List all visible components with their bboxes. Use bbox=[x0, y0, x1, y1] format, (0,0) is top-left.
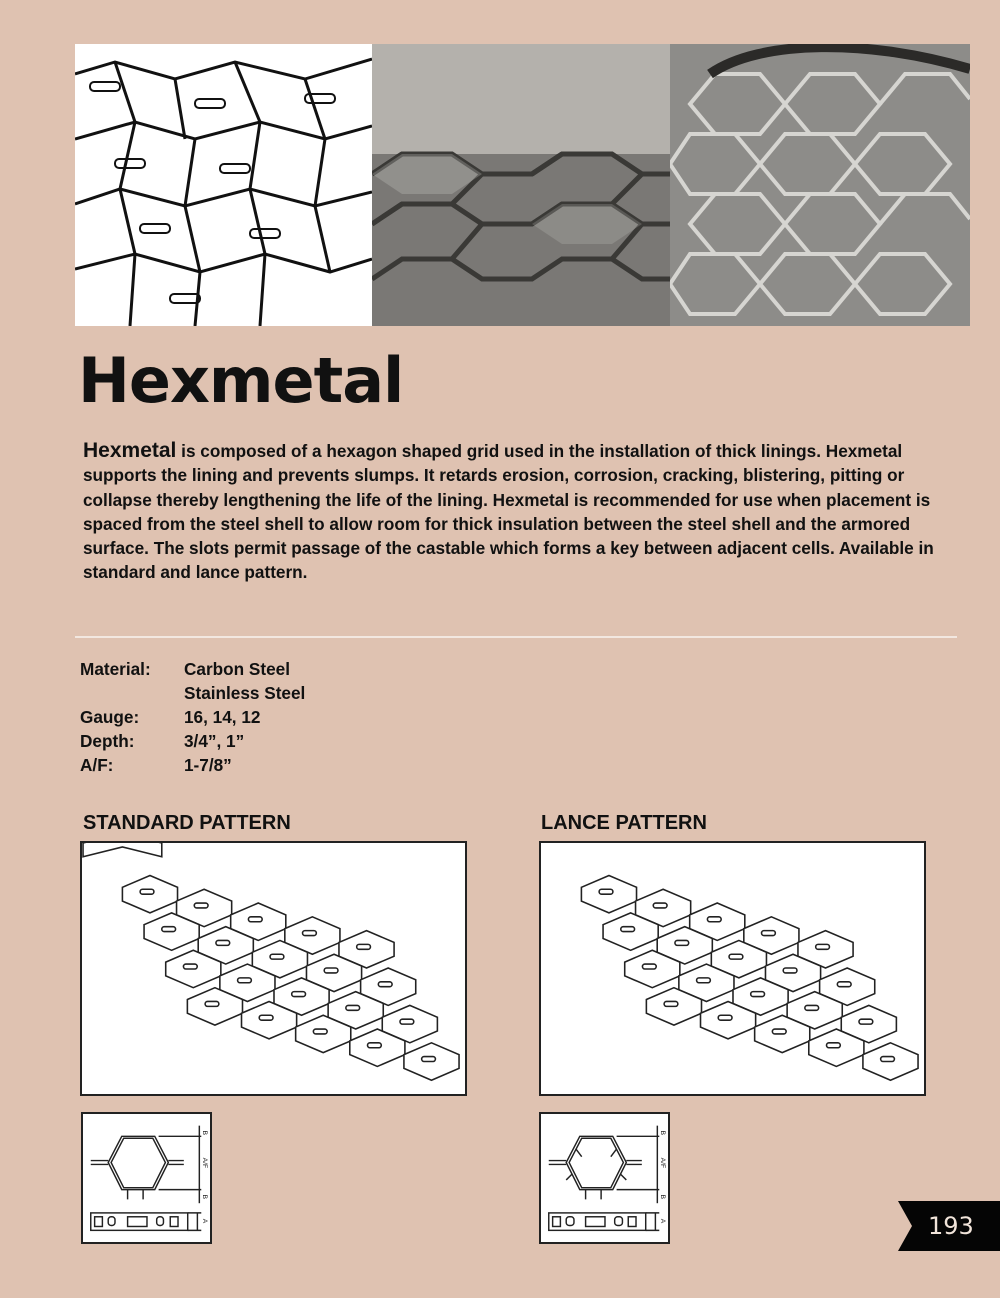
hexmetal-closeup-photo bbox=[670, 44, 970, 326]
dim-label-a: A bbox=[659, 1218, 667, 1224]
spec-value: Carbon Steel bbox=[184, 659, 291, 679]
lance-pattern-drawing bbox=[539, 841, 926, 1096]
hexmetal-installed-photo bbox=[372, 44, 670, 326]
spec-value: Stainless Steel bbox=[184, 683, 306, 703]
standard-dimension-detail bbox=[81, 1112, 212, 1244]
spec-row-material-2 bbox=[80, 681, 305, 705]
spec-label bbox=[80, 681, 184, 705]
description-body: is composed of a hexagon shaped grid used in the installation of thick linings. Hexmetal supports the lining and prevents slumps. It retards erosion, corrosion, cracking, blistering, pitting or collapse thereby lengthening the life of the lining. Hexmetal is recommended for use when placement is spaced from the steel shell to allow room for thick insulation between the steel shell and the armored surface. The slots permit passage of the castable which forms a key between adjacent cells. Available in standard and lance pattern. bbox=[83, 441, 934, 583]
spec-list bbox=[80, 657, 305, 777]
spec-value: 3/4”, 1” bbox=[184, 731, 245, 751]
standard-pattern-title: STANDARD PATTERN bbox=[83, 812, 291, 834]
dim-label-a: A bbox=[201, 1218, 209, 1224]
dim-label-b-top: B bbox=[659, 1130, 667, 1136]
product-description bbox=[83, 439, 953, 585]
isometric-hexmetal-drawing bbox=[75, 44, 372, 326]
description-lead: Hexmetal bbox=[83, 439, 177, 462]
lance-pattern-title: LANCE PATTERN bbox=[541, 812, 707, 834]
hero-image-strip bbox=[75, 44, 970, 326]
dim-label-b-bottom: B bbox=[201, 1194, 209, 1199]
page-number-tab bbox=[898, 1201, 1000, 1251]
dim-label-af: A/F bbox=[201, 1157, 209, 1169]
lance-dimension-detail bbox=[539, 1112, 670, 1244]
page-number: 193 bbox=[928, 1212, 974, 1240]
spec-label: Gauge: bbox=[80, 707, 140, 727]
dim-label-b-top: B bbox=[201, 1130, 209, 1136]
spec-value: 1-7/8” bbox=[184, 755, 232, 775]
dim-label-b-bottom: B bbox=[659, 1194, 667, 1199]
page-title: Hexmetal bbox=[78, 344, 404, 417]
spec-label: Material: bbox=[80, 659, 151, 679]
spec-label: A/F: bbox=[80, 755, 114, 775]
standard-pattern-drawing bbox=[80, 841, 467, 1096]
spec-row-depth bbox=[80, 729, 305, 753]
spec-row-gauge bbox=[80, 705, 305, 729]
spec-label: Depth: bbox=[80, 731, 135, 751]
spec-row-af bbox=[80, 753, 305, 777]
section-divider bbox=[75, 636, 957, 638]
spec-value: 16, 14, 12 bbox=[184, 707, 261, 727]
dim-label-af: A/F bbox=[659, 1157, 667, 1169]
spec-row-material bbox=[80, 657, 305, 681]
